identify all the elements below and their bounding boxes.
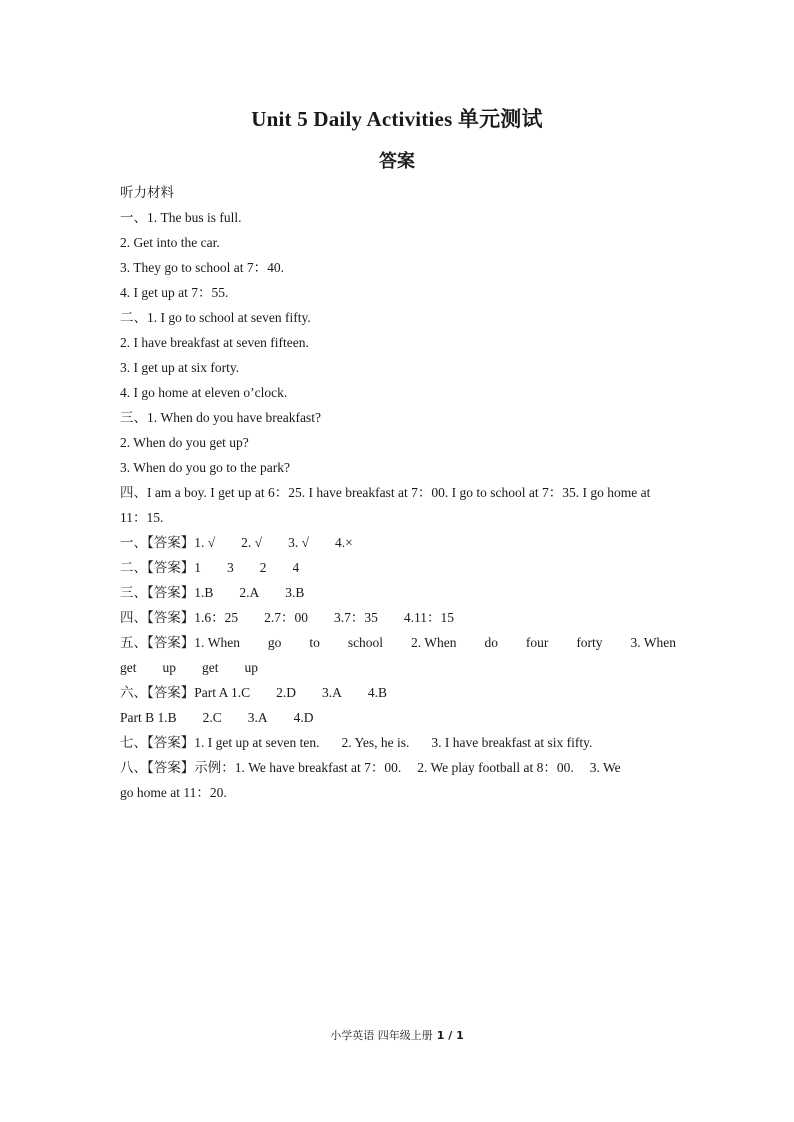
answer-item: 4.D: [293, 710, 314, 725]
answer-line-4: [120, 605, 676, 630]
answer-item: 六、【答案】Part A 1.C: [120, 685, 251, 700]
listening-line: 3. When do you go to the park?: [120, 460, 290, 475]
answer-item: school: [347, 635, 384, 650]
answer-line-3: [120, 580, 676, 605]
listening-line: 3. I get up at six forty.: [120, 360, 240, 375]
answer-item: 3. √: [288, 535, 310, 550]
answer-item: 2.A: [239, 585, 260, 600]
answer-item: 2: [259, 560, 267, 575]
answer-line-5: [120, 630, 676, 655]
answer-item: 二、【答案】1: [120, 560, 201, 575]
answer-item: up: [244, 660, 258, 675]
listening-line: 11：15.: [120, 510, 164, 525]
answer-line-6-cont: [120, 705, 676, 730]
answer-item: 4.11：15: [403, 610, 454, 625]
answer-item: 八、【答案】示例：1. We have breakfast at 7：00.: [120, 760, 402, 775]
answer-line-6: [120, 680, 676, 705]
listening-line: 2. I have breakfast at seven fifteen.: [120, 335, 309, 350]
answer-item: 三、【答案】1.B: [120, 585, 214, 600]
answer-item: up: [162, 660, 176, 675]
answer-item: 2. √: [241, 535, 263, 550]
answer-item: 3. I have breakfast at six fifty.: [431, 735, 593, 750]
document-title: Unit 5 Daily Activities 单元测试: [251, 107, 543, 131]
answer-item: 2.7：00: [264, 610, 308, 625]
answer-item: 4.B: [367, 685, 388, 700]
answer-item: forty: [576, 635, 603, 650]
answer-line-8: [120, 755, 676, 780]
document-subtitle: 答案: [379, 151, 415, 171]
answer-line-5-cont: [120, 655, 676, 680]
answer-item: 2. When: [411, 635, 457, 650]
answer-item: 2.C: [202, 710, 222, 725]
answer-item: 一、【答案】1. √: [120, 535, 216, 550]
answer-item: 2. Yes, he is.: [341, 735, 410, 750]
listening-line: 2. When do you get up?: [120, 435, 249, 450]
answer-item: 3. We: [589, 760, 621, 775]
answer-line-2: [120, 555, 676, 580]
listening-line: 二、1. I go to school at seven fifty.: [120, 310, 311, 325]
document-body: [120, 180, 676, 805]
listening-heading: 听力材料: [120, 185, 174, 200]
answer-item: 3.7：35: [334, 610, 378, 625]
answer-item: 3.A: [322, 685, 342, 700]
answer-item: 3.A: [247, 710, 268, 725]
footer-text: 小学英语 四年级上册: [330, 1029, 433, 1042]
answer-item: to: [309, 635, 320, 650]
answer-item: 五、【答案】1. When: [120, 635, 240, 650]
answer-item: Part B 1.B: [120, 710, 177, 725]
answer-item: 3.B: [285, 585, 305, 600]
answer-item: four: [525, 635, 549, 650]
listening-line: 三、1. When do you have breakfast?: [120, 410, 321, 425]
answer-line-1: [120, 530, 676, 555]
page-number: 1 / 1: [436, 1029, 464, 1042]
answer-item: get: [120, 660, 137, 675]
answer-item: 2. We play football at 8：00.: [417, 760, 574, 775]
answer-item: go: [267, 635, 282, 650]
answer-item: get: [202, 660, 219, 675]
answer-item: 七、【答案】1. I get up at seven ten.: [120, 735, 320, 750]
answer-item: 4.×: [335, 535, 353, 550]
listening-line: 4. I go home at eleven o’clock.: [120, 385, 288, 400]
listening-line: 3. They go to school at 7：40.: [120, 260, 284, 275]
listening-line: 一、1. The bus is full.: [120, 210, 242, 225]
answer-item: 2.D: [276, 685, 297, 700]
listening-line: 4. I get up at 7：55.: [120, 285, 229, 300]
page-footer: [0, 1027, 794, 1043]
answer-item: 4: [292, 560, 300, 575]
answer-line-8-cont: go home at 11：20.: [120, 785, 227, 800]
answer-item: 四、【答案】1.6：25: [120, 610, 239, 625]
answer-item: 3: [227, 560, 234, 575]
listening-line: 四、I am a boy. I get up at 6：25. I have breakfast at 7：00. I go to school at 7：35. I go home at: [120, 485, 651, 500]
answer-item: 3. When: [630, 635, 676, 650]
answer-item: do: [484, 635, 498, 650]
answer-line-7: [120, 730, 676, 755]
listening-line: 2. Get into the car.: [120, 235, 220, 250]
